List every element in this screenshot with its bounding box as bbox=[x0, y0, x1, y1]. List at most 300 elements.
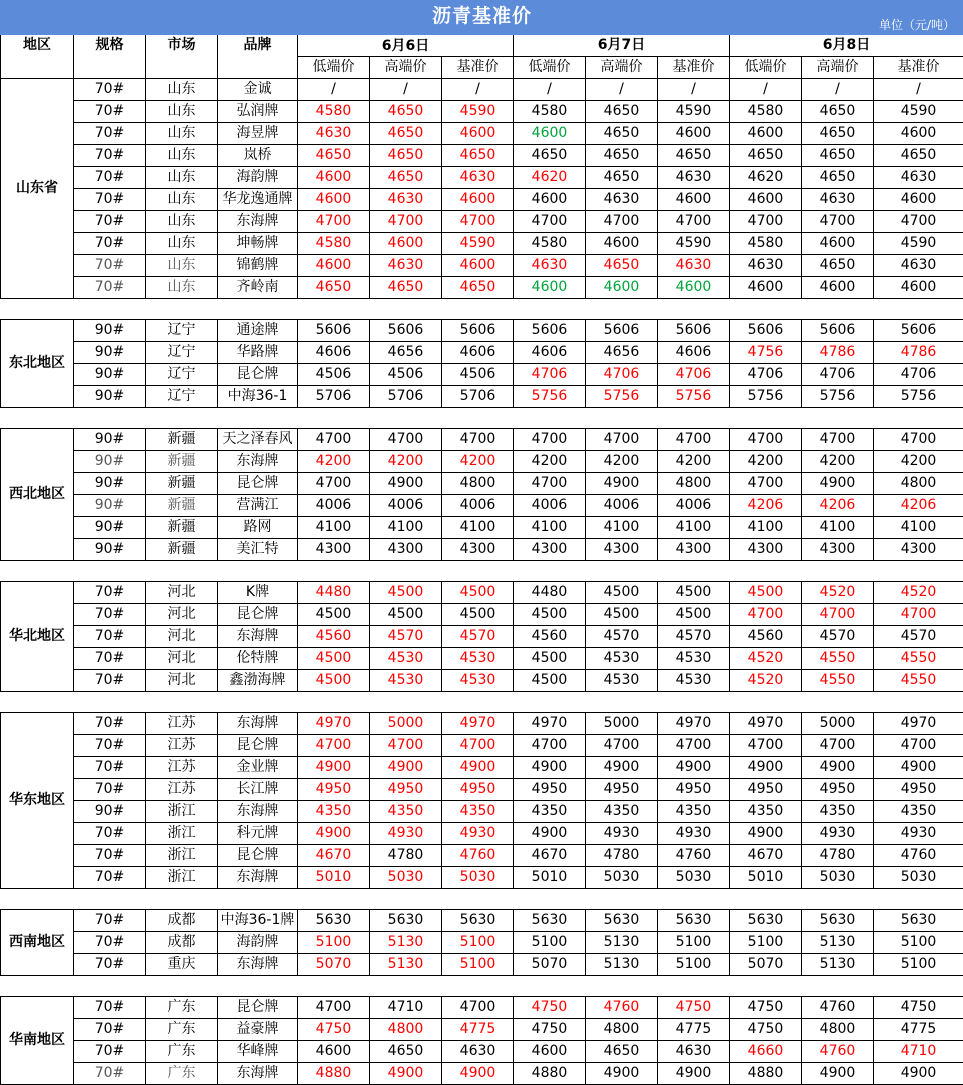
price-low-cell: 4500 bbox=[514, 604, 586, 626]
price-low-cell: 4950 bbox=[298, 779, 370, 801]
spec-cell: 70# bbox=[74, 145, 146, 167]
price-high-cell: 4700 bbox=[802, 604, 874, 626]
price-low-cell: 5630 bbox=[730, 910, 802, 932]
price-low-cell: 4580 bbox=[514, 101, 586, 123]
price-high-cell: 4700 bbox=[802, 735, 874, 757]
price-high-cell: 4900 bbox=[586, 757, 658, 779]
price-high-cell: 4506 bbox=[370, 364, 442, 386]
price-base-cell: 4006 bbox=[442, 495, 514, 517]
table-row bbox=[1, 626, 963, 648]
price-low-cell: 4600 bbox=[730, 277, 802, 299]
table-row bbox=[1, 997, 963, 1019]
price-high-cell: 5630 bbox=[586, 910, 658, 932]
spec-cell: 90# bbox=[74, 517, 146, 539]
brand-cell: 中海36-1 bbox=[218, 386, 298, 408]
price-base-cell: 5100 bbox=[442, 932, 514, 954]
price-base-cell: 4900 bbox=[658, 1063, 730, 1085]
price-low-cell: 4580 bbox=[298, 101, 370, 123]
price-base-cell: 4700 bbox=[658, 735, 730, 757]
table-row bbox=[1, 364, 963, 386]
price-base-cell: 4590 bbox=[874, 233, 963, 255]
price-high-cell: 4530 bbox=[370, 648, 442, 670]
header-row bbox=[1, 35, 963, 57]
table-row bbox=[1, 910, 963, 932]
spec-cell: 70# bbox=[74, 189, 146, 211]
price-high-cell: 4900 bbox=[802, 473, 874, 495]
market-cell: 浙江 bbox=[146, 867, 218, 889]
market-cell: 辽宁 bbox=[146, 342, 218, 364]
brand-cell: 通途牌 bbox=[218, 320, 298, 342]
price-low-cell: 5100 bbox=[730, 932, 802, 954]
market-cell: 山东 bbox=[146, 211, 218, 233]
table-row bbox=[1, 211, 963, 233]
price-base-cell: 4700 bbox=[658, 211, 730, 233]
price-base-cell: 5756 bbox=[658, 386, 730, 408]
price-low-cell: 4600 bbox=[298, 255, 370, 277]
price-low-cell: 4950 bbox=[730, 779, 802, 801]
market-cell: 成都 bbox=[146, 932, 218, 954]
brand-cell: 海韵牌 bbox=[218, 932, 298, 954]
price-high-cell: 4200 bbox=[586, 451, 658, 473]
price-base-cell: 4760 bbox=[874, 845, 963, 867]
price-high-cell: 4530 bbox=[586, 648, 658, 670]
price-base-cell: 4630 bbox=[658, 255, 730, 277]
spec-cell: 70# bbox=[74, 648, 146, 670]
table-row bbox=[1, 145, 963, 167]
price-low-cell: 4350 bbox=[514, 801, 586, 823]
price-high-cell: 4006 bbox=[370, 495, 442, 517]
price-high-cell: 5030 bbox=[802, 867, 874, 889]
price-high-cell: 4530 bbox=[586, 670, 658, 692]
region-cell: 东北地区 bbox=[1, 320, 74, 408]
price-base-cell: 4970 bbox=[442, 713, 514, 735]
price-high-cell: 4650 bbox=[586, 145, 658, 167]
price-high-cell: 4206 bbox=[802, 495, 874, 517]
price-low-cell: 5100 bbox=[514, 932, 586, 954]
price-base-cell: 4970 bbox=[658, 713, 730, 735]
market-cell: 浙江 bbox=[146, 845, 218, 867]
market-cell: 浙江 bbox=[146, 801, 218, 823]
price-base-cell: 5030 bbox=[658, 867, 730, 889]
market-cell: 江苏 bbox=[146, 757, 218, 779]
spec-cell: 90# bbox=[74, 386, 146, 408]
spec-cell: 70# bbox=[74, 79, 146, 101]
brand-cell: 华龙逸通牌 bbox=[218, 189, 298, 211]
price-high-cell: 4650 bbox=[586, 255, 658, 277]
spec-cell: 90# bbox=[74, 539, 146, 561]
table-row bbox=[1, 167, 963, 189]
price-high-cell: 4650 bbox=[802, 145, 874, 167]
market-cell: 重庆 bbox=[146, 954, 218, 976]
price-high-cell: 4900 bbox=[370, 473, 442, 495]
price-low-cell: 4480 bbox=[298, 582, 370, 604]
price-low-cell: 5606 bbox=[298, 320, 370, 342]
price-base-cell: 4760 bbox=[442, 845, 514, 867]
market-cell: 新疆 bbox=[146, 539, 218, 561]
spec-cell: 90# bbox=[74, 429, 146, 451]
price-high-cell: 4710 bbox=[370, 997, 442, 1019]
spec-cell: 90# bbox=[74, 473, 146, 495]
price-base-cell: 4550 bbox=[874, 648, 963, 670]
table-row bbox=[1, 932, 963, 954]
table-row bbox=[1, 473, 963, 495]
price-base-cell: / bbox=[658, 79, 730, 101]
price-base-cell: 4800 bbox=[874, 473, 963, 495]
group-spacer bbox=[1, 976, 963, 997]
brand-cell: 伦特牌 bbox=[218, 648, 298, 670]
table-row bbox=[1, 713, 963, 735]
price-base-cell: 5100 bbox=[442, 954, 514, 976]
price-low-cell: 5756 bbox=[514, 386, 586, 408]
price-high-cell: 5030 bbox=[370, 867, 442, 889]
market-cell: 山东 bbox=[146, 79, 218, 101]
market-cell: 江苏 bbox=[146, 779, 218, 801]
brand-cell: 金诚 bbox=[218, 79, 298, 101]
price-base-cell: 4900 bbox=[874, 757, 963, 779]
price-high-cell: 4600 bbox=[586, 277, 658, 299]
price-base-cell: 4950 bbox=[874, 779, 963, 801]
price-low-cell: 4500 bbox=[298, 648, 370, 670]
price-base-cell: 4350 bbox=[658, 801, 730, 823]
price-low-cell: 4600 bbox=[730, 123, 802, 145]
price-high-cell: 5756 bbox=[586, 386, 658, 408]
price-low-cell: 4700 bbox=[730, 211, 802, 233]
price-high-cell: / bbox=[802, 79, 874, 101]
spec-cell: 70# bbox=[74, 757, 146, 779]
price-base-cell: 4590 bbox=[874, 101, 963, 123]
price-base-cell: 4630 bbox=[658, 1041, 730, 1063]
price-high-cell: 4500 bbox=[370, 582, 442, 604]
brand-cell: 昆仑牌 bbox=[218, 473, 298, 495]
price-base-cell: 4700 bbox=[874, 211, 963, 233]
price-high-cell: 4700 bbox=[586, 211, 658, 233]
price-high-cell: 4300 bbox=[586, 539, 658, 561]
market-cell: 山东 bbox=[146, 233, 218, 255]
price-base-cell: 4786 bbox=[874, 342, 963, 364]
price-low-cell: 4100 bbox=[730, 517, 802, 539]
price-high-cell: 4656 bbox=[370, 342, 442, 364]
brand-cell: 华路牌 bbox=[218, 342, 298, 364]
price-high-cell: 4600 bbox=[802, 233, 874, 255]
table-row bbox=[1, 757, 963, 779]
price-high-cell: 4350 bbox=[586, 801, 658, 823]
price-base-cell: 4600 bbox=[442, 255, 514, 277]
header-brand: 品牌 bbox=[218, 35, 298, 79]
spec-cell: 70# bbox=[74, 932, 146, 954]
header-date-3: 6月8日 bbox=[730, 35, 963, 57]
subheader-high: 高端价 bbox=[586, 57, 658, 79]
price-base-cell: 4930 bbox=[658, 823, 730, 845]
brand-cell: 益豪牌 bbox=[218, 1019, 298, 1041]
price-base-cell: 4530 bbox=[442, 648, 514, 670]
price-low-cell: 5070 bbox=[514, 954, 586, 976]
price-low-cell: 4350 bbox=[298, 801, 370, 823]
market-cell: 山东 bbox=[146, 189, 218, 211]
price-low-cell: 4620 bbox=[514, 167, 586, 189]
price-base-cell: 4706 bbox=[658, 364, 730, 386]
spec-cell: 70# bbox=[74, 670, 146, 692]
price-base-cell: 4750 bbox=[658, 997, 730, 1019]
price-low-cell: 4500 bbox=[298, 604, 370, 626]
price-low-cell: 4700 bbox=[730, 473, 802, 495]
price-high-cell: 4780 bbox=[802, 845, 874, 867]
brand-cell: 美汇特 bbox=[218, 539, 298, 561]
price-low-cell: 4600 bbox=[514, 277, 586, 299]
market-cell: 广东 bbox=[146, 997, 218, 1019]
price-low-cell: / bbox=[730, 79, 802, 101]
table-row bbox=[1, 539, 963, 561]
header-region: 地区 bbox=[1, 35, 74, 79]
price-low-cell: 4300 bbox=[298, 539, 370, 561]
title-cell bbox=[1, 1, 963, 35]
brand-cell: 昆仑牌 bbox=[218, 364, 298, 386]
price-low-cell: 4600 bbox=[298, 167, 370, 189]
price-high-cell: 4550 bbox=[802, 670, 874, 692]
price-high-cell: 4800 bbox=[802, 1019, 874, 1041]
spec-cell: 70# bbox=[74, 735, 146, 757]
table-row bbox=[1, 123, 963, 145]
brand-cell: 东海牌 bbox=[218, 801, 298, 823]
price-low-cell: 4700 bbox=[298, 735, 370, 757]
price-high-cell: 4900 bbox=[802, 1063, 874, 1085]
spec-cell: 70# bbox=[74, 1063, 146, 1085]
price-base-cell: 4600 bbox=[874, 277, 963, 299]
brand-cell: 鑫渤海牌 bbox=[218, 670, 298, 692]
price-base-cell: 4750 bbox=[874, 997, 963, 1019]
price-low-cell: 4600 bbox=[298, 1041, 370, 1063]
brand-cell: 科元牌 bbox=[218, 823, 298, 845]
spec-cell: 70# bbox=[74, 255, 146, 277]
spacer-cell bbox=[1, 976, 963, 997]
market-cell: 广东 bbox=[146, 1019, 218, 1041]
price-low-cell: 4600 bbox=[298, 189, 370, 211]
price-high-cell: 5000 bbox=[370, 713, 442, 735]
price-low-cell: 4700 bbox=[730, 429, 802, 451]
price-base-cell: 4630 bbox=[442, 1041, 514, 1063]
price-base-cell: 4700 bbox=[442, 429, 514, 451]
spec-cell: 70# bbox=[74, 1041, 146, 1063]
price-high-cell: 4650 bbox=[370, 1041, 442, 1063]
subheader-base: 基准价 bbox=[874, 57, 963, 79]
table-row bbox=[1, 79, 963, 101]
price-low-cell: 4900 bbox=[514, 823, 586, 845]
price-high-cell: 4900 bbox=[802, 757, 874, 779]
price-high-cell: 4650 bbox=[802, 255, 874, 277]
price-base-cell: 4775 bbox=[658, 1019, 730, 1041]
price-high-cell: 5130 bbox=[586, 954, 658, 976]
spec-cell: 70# bbox=[74, 277, 146, 299]
price-low-cell: 4520 bbox=[730, 648, 802, 670]
price-low-cell: 4580 bbox=[730, 101, 802, 123]
price-low-cell: 4300 bbox=[730, 539, 802, 561]
table-row bbox=[1, 101, 963, 123]
region-cell: 华南地区 bbox=[1, 997, 74, 1085]
market-cell: 河北 bbox=[146, 648, 218, 670]
price-low-cell: / bbox=[298, 79, 370, 101]
spacer-cell bbox=[1, 692, 963, 713]
market-cell: 河北 bbox=[146, 604, 218, 626]
price-low-cell: 5010 bbox=[298, 867, 370, 889]
price-base-cell: 4100 bbox=[442, 517, 514, 539]
price-high-cell: 4630 bbox=[370, 189, 442, 211]
price-base-cell: 4630 bbox=[874, 255, 963, 277]
group-spacer bbox=[1, 561, 963, 582]
price-base-cell: / bbox=[874, 79, 963, 101]
price-base-cell: 5100 bbox=[658, 932, 730, 954]
price-high-cell: 4800 bbox=[586, 1019, 658, 1041]
price-base-cell: / bbox=[442, 79, 514, 101]
price-high-cell: 4630 bbox=[802, 189, 874, 211]
price-low-cell: 4620 bbox=[730, 167, 802, 189]
price-low-cell: 4630 bbox=[514, 255, 586, 277]
price-base-cell: 4650 bbox=[442, 145, 514, 167]
price-base-cell: 4500 bbox=[658, 582, 730, 604]
price-low-cell: 4660 bbox=[730, 1041, 802, 1063]
price-base-cell: 4570 bbox=[442, 626, 514, 648]
group-spacer bbox=[1, 692, 963, 713]
price-high-cell: 5630 bbox=[370, 910, 442, 932]
price-low-cell: 5010 bbox=[730, 867, 802, 889]
price-high-cell: 4350 bbox=[802, 801, 874, 823]
price-high-cell: 5606 bbox=[802, 320, 874, 342]
price-high-cell: 5000 bbox=[586, 713, 658, 735]
spec-cell: 70# bbox=[74, 867, 146, 889]
brand-cell: 海韵牌 bbox=[218, 167, 298, 189]
price-high-cell: 5130 bbox=[802, 954, 874, 976]
price-low-cell: 4880 bbox=[730, 1063, 802, 1085]
price-low-cell: 4750 bbox=[514, 1019, 586, 1041]
price-high-cell: 4760 bbox=[586, 997, 658, 1019]
brand-cell: 长江牌 bbox=[218, 779, 298, 801]
title-row bbox=[1, 1, 963, 35]
price-base-cell: 4200 bbox=[442, 451, 514, 473]
price-low-cell: 4706 bbox=[514, 364, 586, 386]
price-base-cell: 4570 bbox=[874, 626, 963, 648]
table-row bbox=[1, 1041, 963, 1063]
brand-cell: 坤畅牌 bbox=[218, 233, 298, 255]
table-row bbox=[1, 277, 963, 299]
price-base-cell: 5630 bbox=[874, 910, 963, 932]
price-high-cell: 4650 bbox=[370, 123, 442, 145]
price-low-cell: 4700 bbox=[298, 211, 370, 233]
brand-cell: 锦鹤牌 bbox=[218, 255, 298, 277]
price-high-cell: 4650 bbox=[370, 145, 442, 167]
price-low-cell: 4350 bbox=[730, 801, 802, 823]
price-high-cell: 5756 bbox=[802, 386, 874, 408]
table-row bbox=[1, 255, 963, 277]
price-low-cell: 4606 bbox=[514, 342, 586, 364]
price-high-cell: 4780 bbox=[370, 845, 442, 867]
price-base-cell: 4200 bbox=[874, 451, 963, 473]
market-cell: 山东 bbox=[146, 145, 218, 167]
subheader-low: 低端价 bbox=[514, 57, 586, 79]
spec-cell: 70# bbox=[74, 954, 146, 976]
price-base-cell: 4600 bbox=[658, 277, 730, 299]
spacer-cell bbox=[1, 408, 963, 429]
price-base-cell: 4650 bbox=[442, 277, 514, 299]
region-cell: 西南地区 bbox=[1, 910, 74, 976]
price-base-cell: 4775 bbox=[874, 1019, 963, 1041]
price-base-cell: 4700 bbox=[442, 997, 514, 1019]
market-cell: 新疆 bbox=[146, 495, 218, 517]
unit-label: 单位（元/吨） bbox=[879, 18, 956, 32]
price-low-cell: 4100 bbox=[298, 517, 370, 539]
price-low-cell: 4630 bbox=[298, 123, 370, 145]
price-low-cell: 4700 bbox=[514, 429, 586, 451]
price-low-cell: 4500 bbox=[298, 670, 370, 692]
price-base-cell: 4930 bbox=[874, 823, 963, 845]
group-spacer bbox=[1, 408, 963, 429]
brand-cell: 营满江 bbox=[218, 495, 298, 517]
market-cell: 河北 bbox=[146, 582, 218, 604]
price-low-cell: 4500 bbox=[730, 582, 802, 604]
table-row bbox=[1, 342, 963, 364]
price-low-cell: 4500 bbox=[514, 670, 586, 692]
price-base-cell: 4630 bbox=[874, 167, 963, 189]
price-low-cell: 5630 bbox=[514, 910, 586, 932]
price-high-cell: 4800 bbox=[370, 1019, 442, 1041]
price-base-cell: 4650 bbox=[658, 145, 730, 167]
price-low-cell: 4606 bbox=[298, 342, 370, 364]
price-high-cell: 4650 bbox=[802, 101, 874, 123]
table-row bbox=[1, 386, 963, 408]
brand-cell: 金业牌 bbox=[218, 757, 298, 779]
table-row bbox=[1, 233, 963, 255]
market-cell: 辽宁 bbox=[146, 320, 218, 342]
price-base-cell: 4800 bbox=[658, 473, 730, 495]
market-cell: 新疆 bbox=[146, 517, 218, 539]
market-cell: 江苏 bbox=[146, 713, 218, 735]
price-base-cell: 4900 bbox=[442, 1063, 514, 1085]
price-low-cell: 4700 bbox=[730, 735, 802, 757]
price-low-cell: 4900 bbox=[730, 823, 802, 845]
price-base-cell: 4700 bbox=[874, 429, 963, 451]
price-high-cell: 4700 bbox=[586, 429, 658, 451]
brand-cell: 东海牌 bbox=[218, 867, 298, 889]
price-base-cell: 5100 bbox=[874, 932, 963, 954]
subheader-high: 高端价 bbox=[370, 57, 442, 79]
price-high-cell: 4200 bbox=[802, 451, 874, 473]
price-low-cell: 4006 bbox=[298, 495, 370, 517]
price-high-cell: 4650 bbox=[802, 123, 874, 145]
market-cell: 河北 bbox=[146, 670, 218, 692]
price-low-cell: 4670 bbox=[298, 845, 370, 867]
table-row bbox=[1, 1063, 963, 1085]
brand-cell: 东海牌 bbox=[218, 1063, 298, 1085]
price-low-cell: 4700 bbox=[730, 604, 802, 626]
group-spacer bbox=[1, 889, 963, 910]
price-low-cell: 4900 bbox=[514, 757, 586, 779]
price-low-cell: 4880 bbox=[298, 1063, 370, 1085]
price-high-cell: 4100 bbox=[802, 517, 874, 539]
price-base-cell: 4900 bbox=[874, 1063, 963, 1085]
price-base-cell: 4500 bbox=[442, 582, 514, 604]
price-high-cell: 5706 bbox=[370, 386, 442, 408]
price-high-cell: 4100 bbox=[370, 517, 442, 539]
price-base-cell: 5100 bbox=[658, 954, 730, 976]
price-low-cell: 4700 bbox=[514, 735, 586, 757]
price-low-cell: 4580 bbox=[730, 233, 802, 255]
brand-cell: 天之泽春风 bbox=[218, 429, 298, 451]
spec-cell: 70# bbox=[74, 845, 146, 867]
price-high-cell: 4520 bbox=[802, 582, 874, 604]
price-low-cell: 4200 bbox=[298, 451, 370, 473]
price-base-cell: 4100 bbox=[874, 517, 963, 539]
subheader-high: 高端价 bbox=[802, 57, 874, 79]
price-low-cell: 4650 bbox=[514, 145, 586, 167]
price-low-cell: 4750 bbox=[514, 997, 586, 1019]
price-base-cell: 4700 bbox=[442, 735, 514, 757]
